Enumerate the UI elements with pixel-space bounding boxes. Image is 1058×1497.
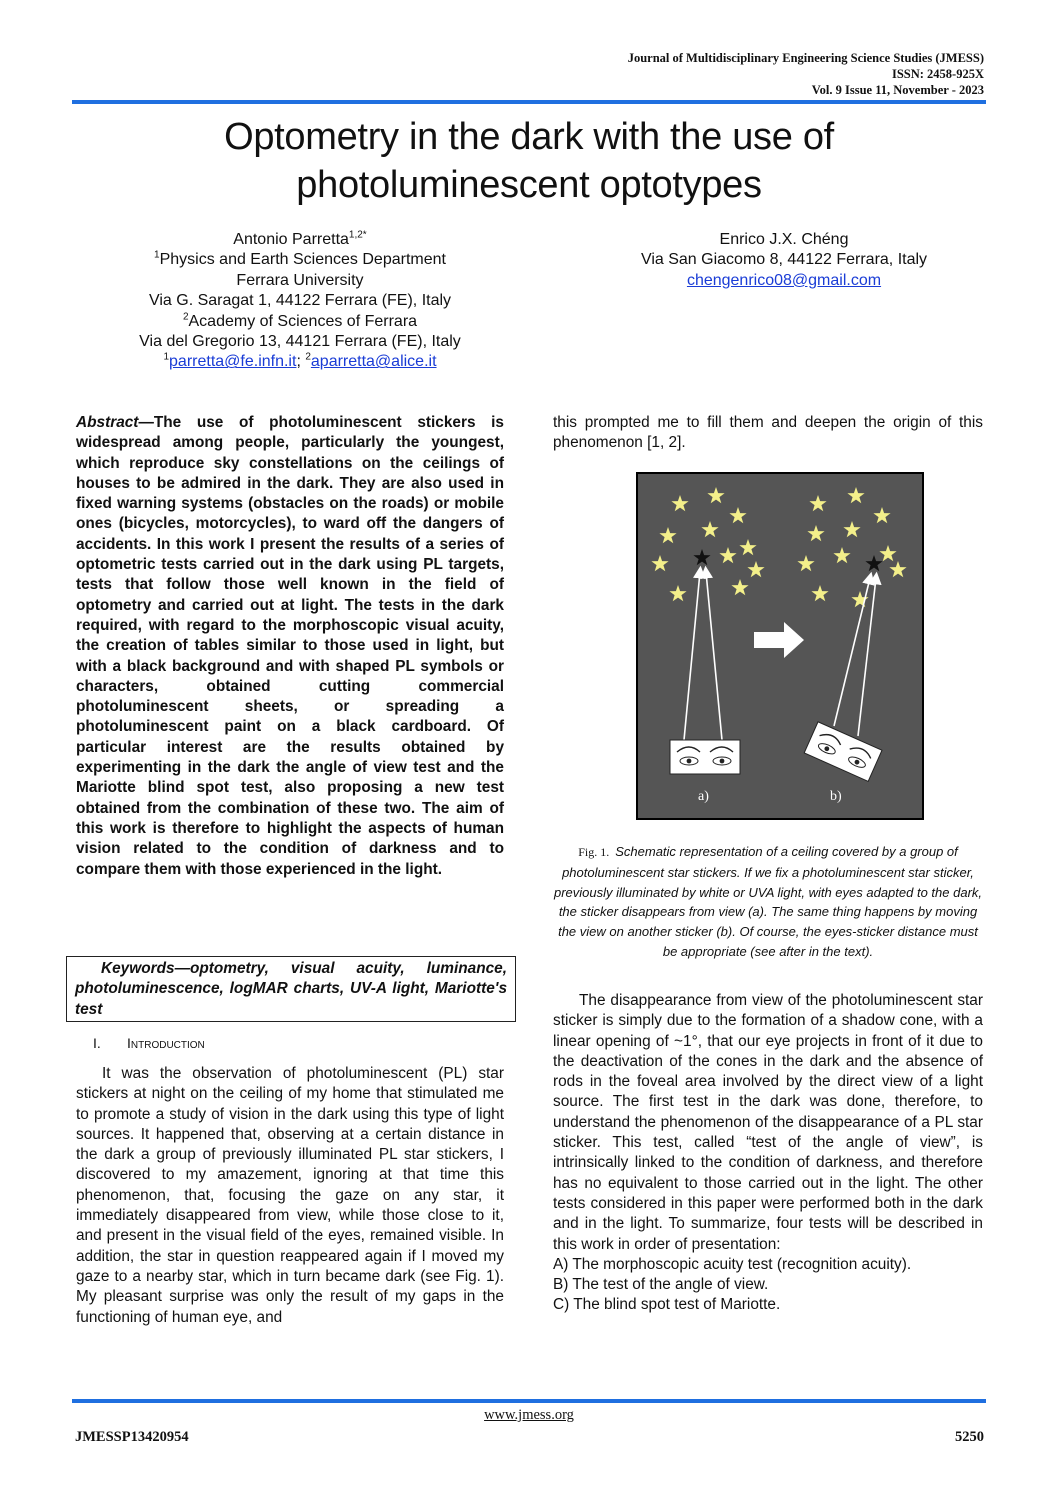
header-rule [72, 100, 986, 104]
footer-website [0, 1407, 1058, 1424]
star-icon [701, 521, 718, 537]
journal-header [628, 50, 984, 98]
star-icon [797, 555, 814, 571]
page-title [72, 113, 986, 209]
list-item-c: C) The blind spot test of Mariotte. [553, 1296, 781, 1314]
author-name-2: Enrico J.X. Chéng [719, 231, 849, 248]
journal-issn: ISSN: 2458-925X [891, 67, 984, 81]
list-item-a: A) The morphoscopic acuity test (recognition acuity). [553, 1255, 912, 1273]
fixated-star-icon-a [693, 549, 710, 565]
abstract-label: Abstract [76, 414, 139, 431]
website-link[interactable]: www.jmess.org [484, 1407, 574, 1423]
list-item-b: B) The test of the angle of view. [553, 1276, 769, 1294]
star-group-a [651, 487, 764, 601]
figure-caption-text: Schematic representation of a ceiling covered by a group of photoluminescent star stickers. If we fix a photoluminescent star sticker, previously illuminated by white or UVA light, with eyes adapted to the dark, the sticker disappears from view (a). The same thing happens by moving the view on another sticker (b). Of course, the eyes-sticker distance must be appropriate (see after in the text). [553, 844, 983, 959]
journal-volume: Vol. 9 Issue 11, November - 2023 [811, 83, 984, 97]
footer-article-id: JMESSP13420954 [75, 1429, 189, 1445]
email-link-2[interactable]: aparretta@alice.it [310, 353, 437, 371]
email-link-1[interactable]: parretta@fe.infn.it [169, 353, 297, 371]
introduction-text [76, 1064, 504, 1328]
footer-rule [72, 1399, 986, 1403]
figure-caption [553, 842, 983, 962]
star-icon [807, 525, 824, 541]
figure-caption-label: Fig. 1. [578, 845, 610, 859]
right-column-body [553, 991, 983, 1316]
star-icon [669, 585, 686, 601]
section-title: Introduction [127, 1035, 205, 1051]
footer-page-number: 5250 [955, 1429, 984, 1445]
keywords-label: Keywords [101, 960, 175, 977]
keywords-box [66, 956, 516, 1022]
figure-1-illustration [638, 474, 922, 818]
continuation-paragraph: this prompted me to fill them and deepen the origin of this phenomenon [1, 2]. [553, 414, 983, 452]
figure-1 [636, 472, 924, 820]
star-icon [847, 487, 864, 503]
right-column-continuation [553, 413, 983, 454]
author-affiliation-1c: Via G. Saragat 1, 44122 Ferrara (FE), Italy [148, 292, 452, 310]
author-address-2: Via San Giacomo 8, 44122 Ferrara, Italy [640, 251, 928, 269]
star-icon [707, 487, 724, 503]
keywords-text: —optometry, visual acuity, luminance, photoluminescence, logMAR charts, UV-A light, Mariotte's test [75, 960, 507, 1018]
star-icon [671, 495, 688, 511]
title-line-2: photoluminescent optotypes [296, 164, 762, 206]
intro-paragraph: It was the observation of photoluminescent (PL) star stickers at night on the ceiling of my home that stimulated me to promote a study of vision in the dark using this type of light sources. It happened that, observing at a certain distance in the dark a group of previously illuminated PL star stickers, I discovered to my amazement, ignoring at that time this phenomenon, that, focusing the gaze on any star, it immediately disappeared from view, while those close to it, and present in the visual field of the eyes, remained visible. In addition, the star in question reappeared again if I moved my gaze to a nearby star, which in turn became dark (see Fig. 1). My pleasant surprise was only the result of my gaps in the functioning of human eye, and [76, 1065, 504, 1326]
author-emails-1: $^1$parretta@fe.infn.it; $^2$aparretta@alice.it [163, 352, 437, 371]
figure-label-b: b) [830, 789, 842, 804]
author-affiliation-1b: Ferrara University [236, 271, 364, 289]
author-affiliation-2b: Via del Gregorio 13, 44121 Ferrara (FE), Italy [139, 333, 461, 351]
star-icon [729, 507, 746, 523]
gaze-lines-b [834, 578, 876, 736]
star-icon [719, 547, 736, 563]
figure-label-a: a) [698, 789, 709, 804]
star-icon [811, 585, 828, 601]
email-link-3[interactable]: chengenrico08@gmail.com [686, 271, 882, 289]
author-affiliation-1: $^1$Physics and Earth Sciences Department [154, 250, 446, 269]
author-block-1 [80, 230, 520, 373]
gaze-lines-a [684, 572, 722, 740]
fixated-star-icon-b [865, 555, 882, 571]
author-affiliation-2: $^2$Academy of Sciences of Ferrara [182, 311, 418, 330]
abstract [76, 413, 504, 880]
star-icon [659, 527, 676, 543]
star-icon [879, 545, 896, 561]
star-icon [809, 495, 826, 511]
star-group-b [797, 487, 906, 607]
body-paragraph: The disappearance from view of the photoluminescent star sticker is simply due to the formation of a shadow cone, with a linear opening of ~1°, that our eye projects in front of it due to the deactivation of the cones in the dark and the absence of rods in the foveal area involved by the direct view of a light source. The first test in the dark was done, therefore, to understand the phenomenon of the disappearance of a PL star sticker. This test, called “test of the angle of view”, is intrinsically linked to the condition of darkness, and therefore has no equivalent to those carried out in the light. The other tests considered in this paper were performed both in the dark and in the light. To summarize, four tests will be described in this work in order of presentation: [553, 992, 983, 1253]
star-icon [739, 539, 756, 555]
eyes-icon-b [804, 722, 882, 782]
journal-name: Journal of Multidisciplinary Engineering Science Studies (JMESS) [627, 51, 984, 65]
star-icon [873, 507, 890, 523]
star-icon [731, 579, 748, 595]
title-line-1: Optometry in the dark with the use of [224, 116, 834, 158]
star-icon [747, 561, 764, 577]
author-name-1: Antonio Parretta$^{1,2*}$ [233, 229, 367, 248]
star-icon [889, 561, 906, 577]
section-number: I. [93, 1035, 101, 1051]
star-icon [843, 521, 860, 537]
abstract-text: —The use of photoluminescent stickers is widespread among people, particularly the youngest, which reproduce sky constellations on the ceilings of houses to be admired in the dark. They are also used in fixed warning systems (obstacles on the roads) or mobile ones (bicycles, motorcycles), to ward off the dangers of accidents. In this work I present the results of a series of optometric tests carried out in the dark using PL targets, tests that follow those well known in the field of optometry and carried out at light. The tests in the dark required, with regard to the morphoscopic visual acuity, the creation of tables similar to those used in light, but with a black background and with shaped PL symbols or characters, obtained cutting commercial photoluminescent sheets, or spreading a photoluminescent paint on a black cardboard. Of particular interest are the results obtained by experimenting in the dark the angle of view test and the Mariotte blind spot test, also proposing a new test obtained from the combination of these two. The aim of this work is therefore to highlight the aspects of human vision related to the condition of darkness and to compare them with those experienced in the light. [76, 414, 504, 878]
eyes-icon-a [670, 740, 740, 774]
star-icon [833, 547, 850, 563]
right-arrow-icon [754, 622, 804, 658]
section-heading-introduction [93, 1035, 205, 1051]
star-icon [651, 555, 668, 571]
author-block-2 [560, 230, 1008, 291]
